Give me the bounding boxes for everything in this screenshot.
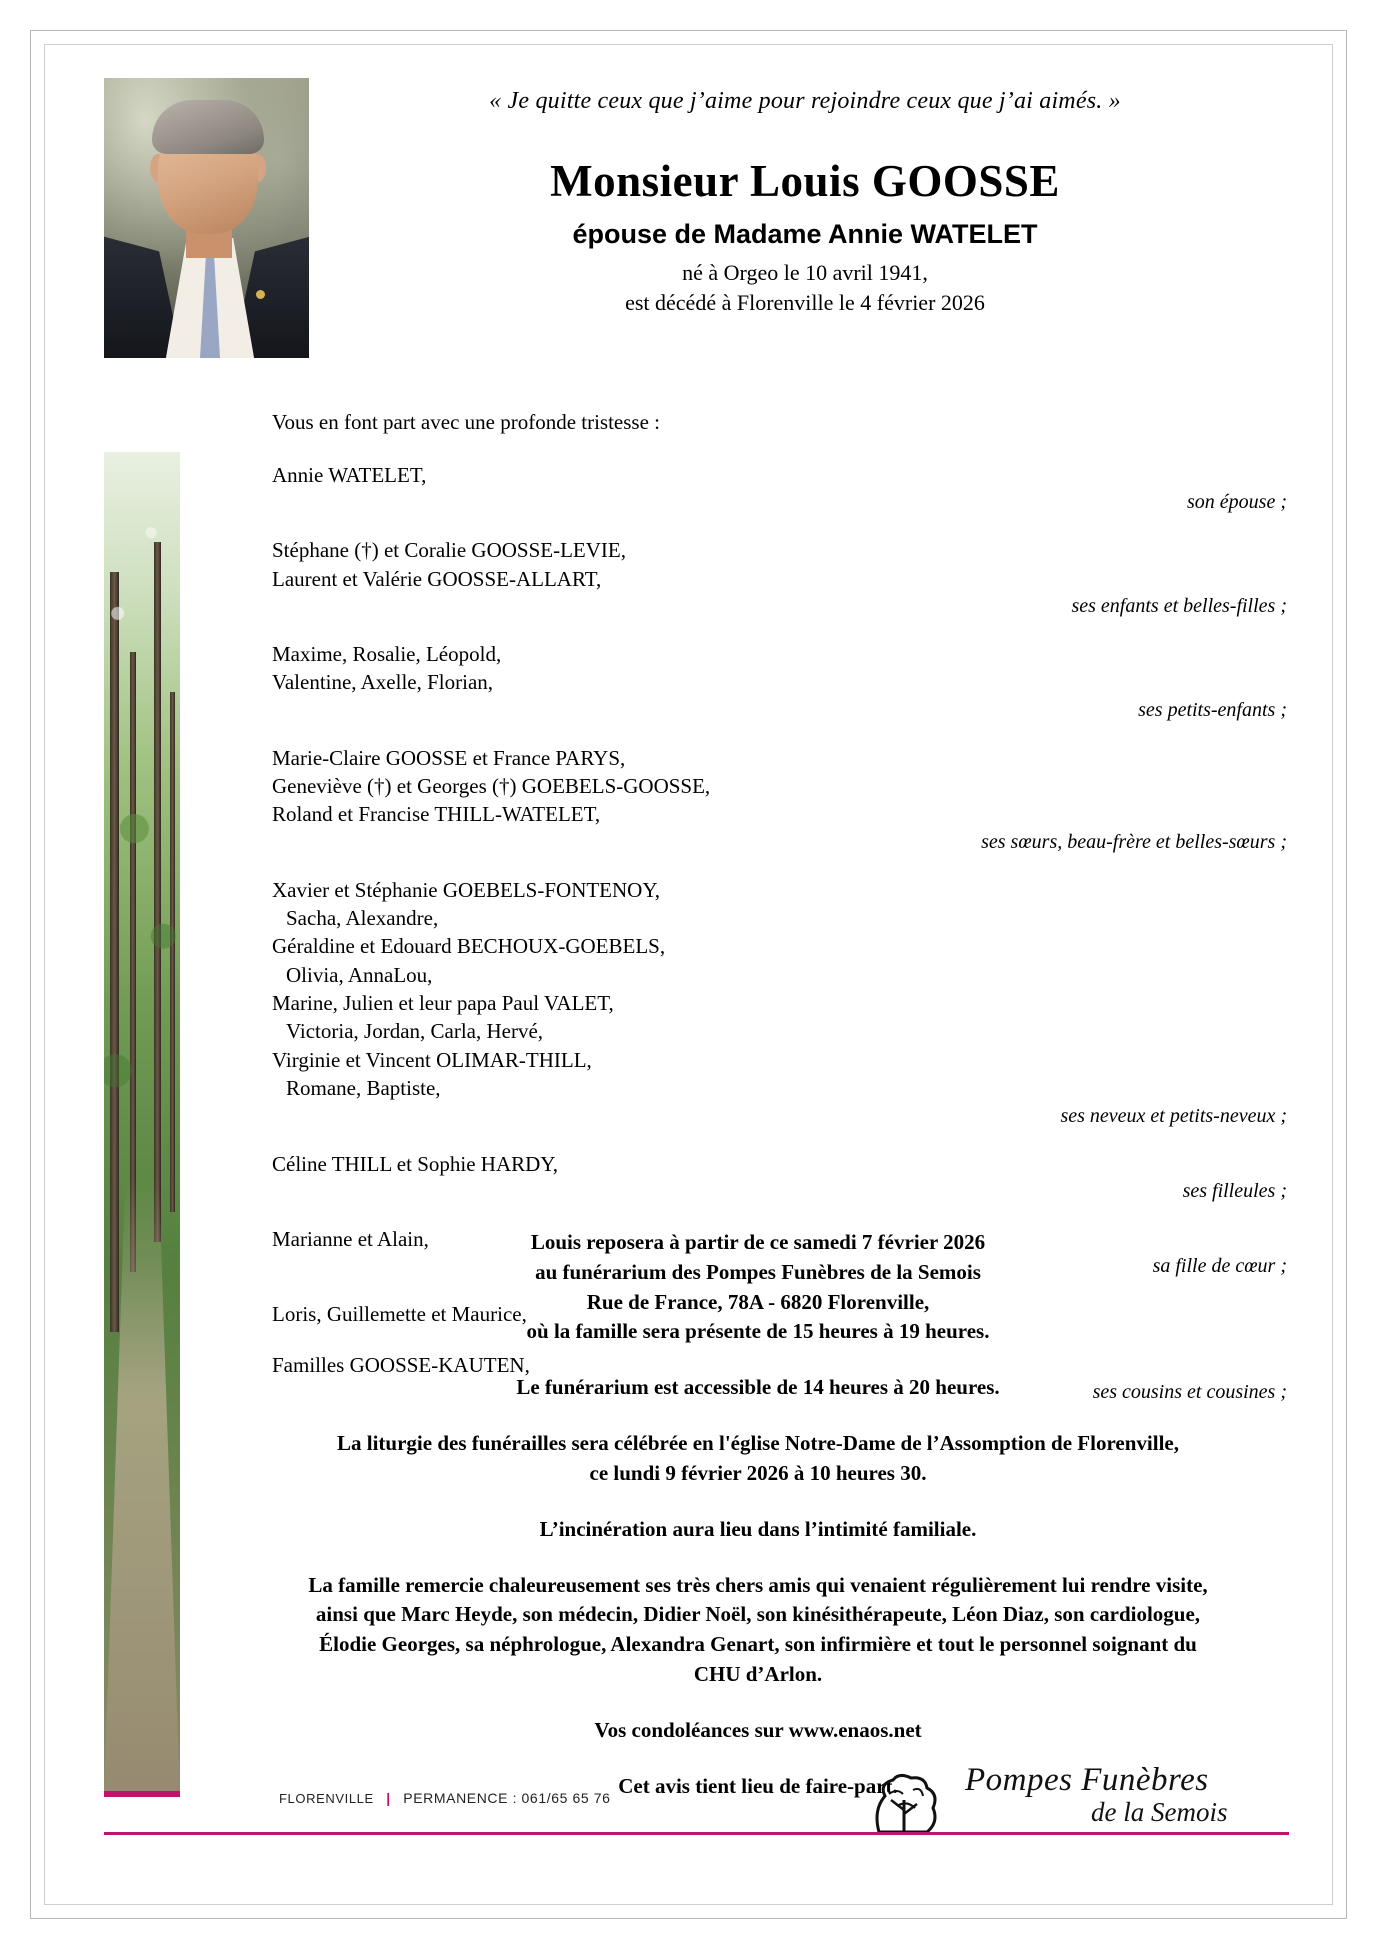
footer-separator: |	[386, 1790, 391, 1806]
notice-paragraph: L’incinération aura lieu dans l’intimité familiale.	[539, 1516, 977, 1541]
tree-logo-icon	[849, 1770, 959, 1836]
relation-group	[272, 744, 1287, 854]
relation-name-line: Maxime, Rosalie, Léopold,	[272, 642, 502, 667]
relation-name-line: Virginie et Vincent OLIMAR-THILL,	[272, 1047, 592, 1072]
portrait-photo	[104, 78, 309, 358]
relation-name-line: Loris, Guillemette et Maurice,	[272, 1302, 527, 1327]
relation-name-line: Victoria, Jordan, Carla, Hervé,	[286, 1019, 544, 1044]
relation-group	[272, 461, 1287, 514]
forest-path-photo	[104, 452, 180, 1797]
portrait-hair	[152, 100, 264, 154]
relation-name-line: Marianne et Alain,	[272, 1226, 429, 1251]
relation-group	[272, 536, 1287, 618]
footer-accent-line	[104, 1832, 1289, 1835]
relation-names	[272, 536, 1287, 593]
relation-name-line: Céline THILL et Sophie HARDY,	[272, 1151, 559, 1176]
relation-name-line: Familles GOOSSE-KAUTEN,	[272, 1352, 530, 1377]
relation-name-line: Géraldine et Edouard BECHOUX-GOEBELS,	[272, 934, 666, 959]
notice-paragraph: La liturgie des funérailles sera célébrée en l'église Notre-Dame de l’Assomption de Florenville, ce lundi 9 février 2026 à 10 heures 30.	[337, 1431, 1179, 1485]
relation-names	[272, 640, 1287, 697]
relation-label: ses neveux et petits-neveux ;	[1060, 1104, 1287, 1127]
relation-name-line: Valentine, Axelle, Florian,	[272, 670, 494, 695]
relation-label: sa fille de cœur ;	[1152, 1255, 1287, 1278]
relation-name-line: Sacha, Alexandre,	[286, 906, 439, 931]
company-logo	[829, 1762, 1289, 1828]
notices-section	[228, 1228, 1288, 1827]
relation-names	[272, 744, 1287, 829]
relation-label: son épouse ;	[1187, 491, 1287, 514]
relation-name-line: Marie-Claire GOOSSE et France PARYS,	[272, 745, 626, 770]
spouse-line: épouse de Madame Annie WATELET	[572, 219, 1038, 249]
relation-group	[272, 876, 1287, 1128]
birth-line: né à Orgeo le 10 avril 1941,	[682, 260, 928, 285]
notice-paragraph: La famille remercie chaleureusement ses très chers amis qui venaient régulièrement lui rendre visite, ainsi que Marc Heyde, son médecin, Didier Noël, son kinésithérapeute, Léon Diaz, son cardiologue, Élodie Georges, sa néphrologue, Alexandra Genart, son infirmière et tout le personnel soignant du CHU d’Arlon.	[308, 1572, 1208, 1686]
intro-line: Vous en font part avec une profonde tristesse :	[272, 410, 661, 434]
relation-group	[272, 1150, 1287, 1203]
death-line: est décédé à Florenville le 4 février 2026	[625, 290, 985, 315]
relation-name-line: Geneviève (†) et Georges (†) GOEBELS-GOOSSE,	[272, 774, 711, 799]
epitaph-quote: « Je quitte ceux que j’aime pour rejoindre ceux que j’ai aimés. »	[489, 88, 1121, 114]
company-subname: de la Semois	[1091, 1797, 1228, 1827]
relation-name-line: Olivia, AnnaLou,	[286, 962, 433, 987]
relation-name-line: Annie WATELET,	[272, 463, 427, 487]
footer-contact	[279, 1790, 611, 1806]
footer	[104, 1762, 1289, 1832]
portrait-lapel-pin	[256, 290, 265, 299]
relation-label: ses filleules ;	[1182, 1179, 1287, 1202]
relation-name-line: Stéphane (†) et Coralie GOOSSE-LEVIE,	[272, 538, 626, 563]
relation-name-line: Roland et Francise THILL-WATELET,	[272, 802, 601, 827]
notice-paragraph: Le funérarium est accessible de 14 heures à 20 heures.	[516, 1375, 1000, 1400]
notice-paragraph: Vos condoléances sur www.enaos.net	[594, 1717, 922, 1742]
relation-label: ses petits-enfants ;	[1138, 698, 1287, 721]
relation-names	[272, 1150, 1287, 1178]
relation-label: ses cousins et cousines ;	[1092, 1380, 1287, 1403]
relation-names	[272, 876, 1287, 1103]
relation-names	[272, 461, 1287, 489]
footer-city: FLORENVILLE	[279, 1791, 374, 1806]
relation-name-line: Laurent et Valérie GOOSSE-ALLART,	[272, 566, 602, 591]
deceased-name: Monsieur Louis GOOSSE	[550, 156, 1060, 206]
relation-name-line: Marine, Julien et leur papa Paul VALET,	[272, 991, 614, 1016]
notice-paragraph: Cet avis tient lieu de faire-part.	[618, 1773, 898, 1798]
relation-group	[272, 640, 1287, 722]
relation-label: ses sœurs, beau-frère et belles-sœurs ;	[981, 830, 1287, 853]
company-name: Pompes Funèbres	[965, 1762, 1209, 1798]
relation-name-line: Romane, Baptiste,	[286, 1076, 441, 1101]
relation-name-line: Xavier et Stéphanie GOEBELS-FONTENOY,	[272, 877, 661, 902]
footer-permanence: PERMANENCE : 061/65 65 76	[403, 1790, 611, 1806]
notice-paragraph: Louis reposera à partir de ce samedi 7 février 2026 au funérarium des Pompes Funèbres de la Semois Rue de France, 78A - 6820 Florenville, où la famille sera présente de 15 heures à 19 heures.	[526, 1230, 990, 1344]
relation-label: ses enfants et belles-filles ;	[1071, 595, 1287, 618]
header-block	[330, 88, 1280, 316]
